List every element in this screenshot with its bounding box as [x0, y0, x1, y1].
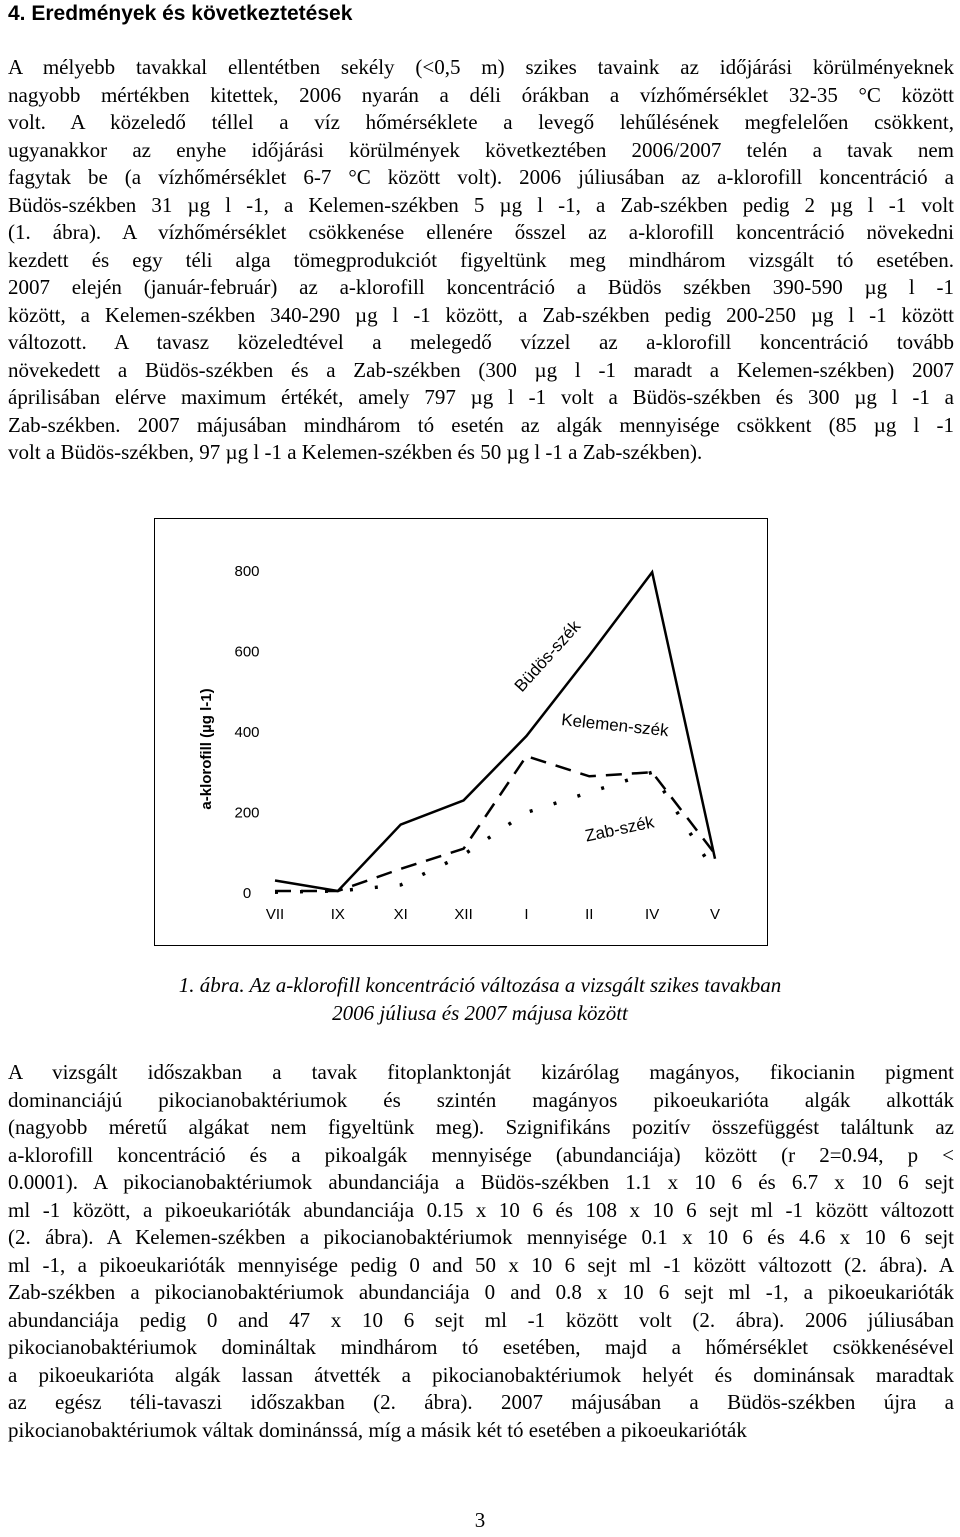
figure-caption-line-2: 2006 júliusa és 2007 májusa között: [332, 1001, 628, 1025]
y-tick-label: 400: [234, 724, 260, 741]
paragraph-line: pikocianobaktériumok váltak dominánssá, míg a másik két tó esetében a pikoeukarióták: [8, 1417, 747, 1442]
x-tick-label: VII: [265, 906, 285, 923]
x-tick-label: IX: [330, 906, 345, 923]
paragraph-line: kezdett és egy téli alga tömegprodukciót figyeltünk meg mindhárom vizsgált tó esetében.: [8, 247, 954, 272]
paragraph-line: (nagyobb méretű algákat nem figyeltünk meg). Szignifikáns pozitív összefüggést találtunk az: [8, 1115, 954, 1139]
x-tick-label: II: [585, 906, 594, 923]
paragraph-line: 0.0001). A pikocianobaktériumok abundanciája a Büdös-székben 1.1 x 10 6 és 6.7 x 10 6 sejt: [8, 1170, 954, 1194]
figure-caption-line-1: 1. ábra. Az a-klorofill koncentráció változása a vizsgált szikes tavakban: [178, 973, 782, 997]
paragraph-line: az egész téli-tavaszi időszakban (2. ábra). 2007 májusában a Büdös-székben újra a: [8, 1390, 954, 1414]
paragraph-line: volt a Büdös-székben, 97 µg l -1 a Kelemen-székben és 50 µg l -1 a Zab-székben).: [8, 440, 703, 464]
paragraph-line: Zab-székben a pikocianobaktériumok abundanciája 0 and 0.8 x 10 6 sejt ml -1, a pikoeukarióták: [8, 1280, 954, 1304]
paragraph-line: (2. ábra). A Kelemen-székben a pikocianobaktériumok mennyisége 0.1 x 10 6 és 4.6 x 10 6 sejt: [8, 1225, 954, 1249]
x-tick-label: XI: [393, 906, 408, 923]
x-tick-label: XII: [454, 906, 473, 923]
x-tick-label: V: [709, 906, 721, 923]
y-axis-label: a-klorofill (µg l-1): [198, 688, 215, 810]
paragraph-line: ml -1, a pikoeukarióták mennyisége pedig 0 and 50 x 10 6 sejt ml -1 között változott (2. ábra). A: [8, 1252, 954, 1277]
series-label-1: Kelemen-szék: [560, 710, 670, 741]
series-label-0: Büdös-szék: [510, 616, 585, 696]
x-tick-label: IV: [645, 906, 660, 923]
paragraph-line: pikocianobaktériumok domináltak mindhárom tó esetében, majd a hőmérséklet csökkenésével: [8, 1335, 954, 1359]
chlorophyll-chart: [154, 518, 768, 946]
x-tick-label: I: [524, 906, 529, 923]
paragraph-line: volt. A közeledő téllel a víz hőmérséklete a levegő lehűlésének megfelelően csökkent,: [8, 110, 954, 134]
paragraph-line: Büdös-székben 31 µg l -1, a Kelemen-székben 5 µg l -1, a Zab-székben pedig 2 µg l -1 volt: [8, 192, 954, 217]
paragraph-line: ml -1 között, a pikoeukarióták abundanciája 0.15 x 10 6 és 108 x 10 6 sejt ml -1 között változott: [8, 1197, 954, 1222]
paragraph-line: változott. A tavasz közeledtével a melegedő vízzel az a-klorofill koncentráció tovább: [8, 330, 954, 354]
y-tick-label: 600: [234, 643, 260, 661]
paragraph-line: a pikoeukarióta algák lassan átvették a pikocianobaktériumok helyét és dominánsak maradtak: [8, 1362, 954, 1387]
y-tick-label: 800: [234, 563, 260, 580]
page-number: 3: [474, 1508, 486, 1532]
paragraph-line: abundanciája pedig 0 and 47 x 10 6 sejt ml -1 között volt (2. ábra). 2006 júliusában: [8, 1307, 954, 1332]
paragraph-line: 2007 elején (január-február) az a-klorofill koncentráció a Büdös székben 390-590 µg l -1: [8, 275, 954, 299]
paragraph-line: fagytak be (a vízhőmérséklet 6-7 °C között volt). 2006 júliusában az a-klorofill koncentráció a: [8, 165, 954, 189]
paragraph-line: növekedett a Büdös-székben és a Zab-székben (300 µg l -1 maradt a Kelemen-székben) 2007: [8, 357, 954, 382]
paragraph-line: A mélyebb tavakkal ellentétben sekély (<0,5 m) szikes tavaink az időjárási körülményeknek: [8, 55, 954, 79]
series-label-2: Zab-szék: [583, 812, 656, 846]
y-tick-label: 200: [234, 804, 260, 822]
paragraph-1: [8, 54, 954, 467]
paragraph-line: nagyobb mértékben kitettek, 2006 nyarán a déli órákban a vízhőmérséklet 32-35 °C között: [8, 82, 954, 107]
paragraph-line: (1. ábra). A vízhőmérséklet csökkenése ellenére ősszel az a-klorofill koncentráció növekedni: [8, 220, 954, 244]
paragraph-line: Zab-székben. 2007 májusában mindhárom tó esetén az algák mennyisége csökkent (85 µg l -1: [8, 412, 954, 437]
chart-svg: [155, 519, 767, 945]
paragraph-2: [8, 1059, 954, 1444]
paragraph-line: dominanciájú pikocianobaktériumok és szintén magányos pikoeukarióta algák alkották: [8, 1087, 954, 1112]
paragraph-line: a-klorofill koncentráció és a pikoalgák mennyisége (abundanciája) között (r 2=0.94, p <: [8, 1142, 954, 1167]
paragraph-line: A vizsgált időszakban a tavak fitoplanktonját kizárólag magányos, fikocianin pigment: [8, 1060, 954, 1084]
paragraph-line: áprilisában elérve maximum értékét, amely 797 µg l -1 volt a Büdös-székben és 300 µg l -1 a: [8, 385, 954, 409]
paragraph-line: ugyanakkor az enyhe időjárási körülmények következtében 2006/2007 telén a tavak nem: [8, 137, 954, 162]
paragraph-line: között, a Kelemen-székben 340-290 µg l -1 között, a Zab-székben pedig 200-250 µg l -1 között: [8, 302, 954, 327]
section-heading: 4. Eredmények és következtetések: [8, 2, 353, 25]
y-tick-label: 0: [242, 885, 252, 902]
